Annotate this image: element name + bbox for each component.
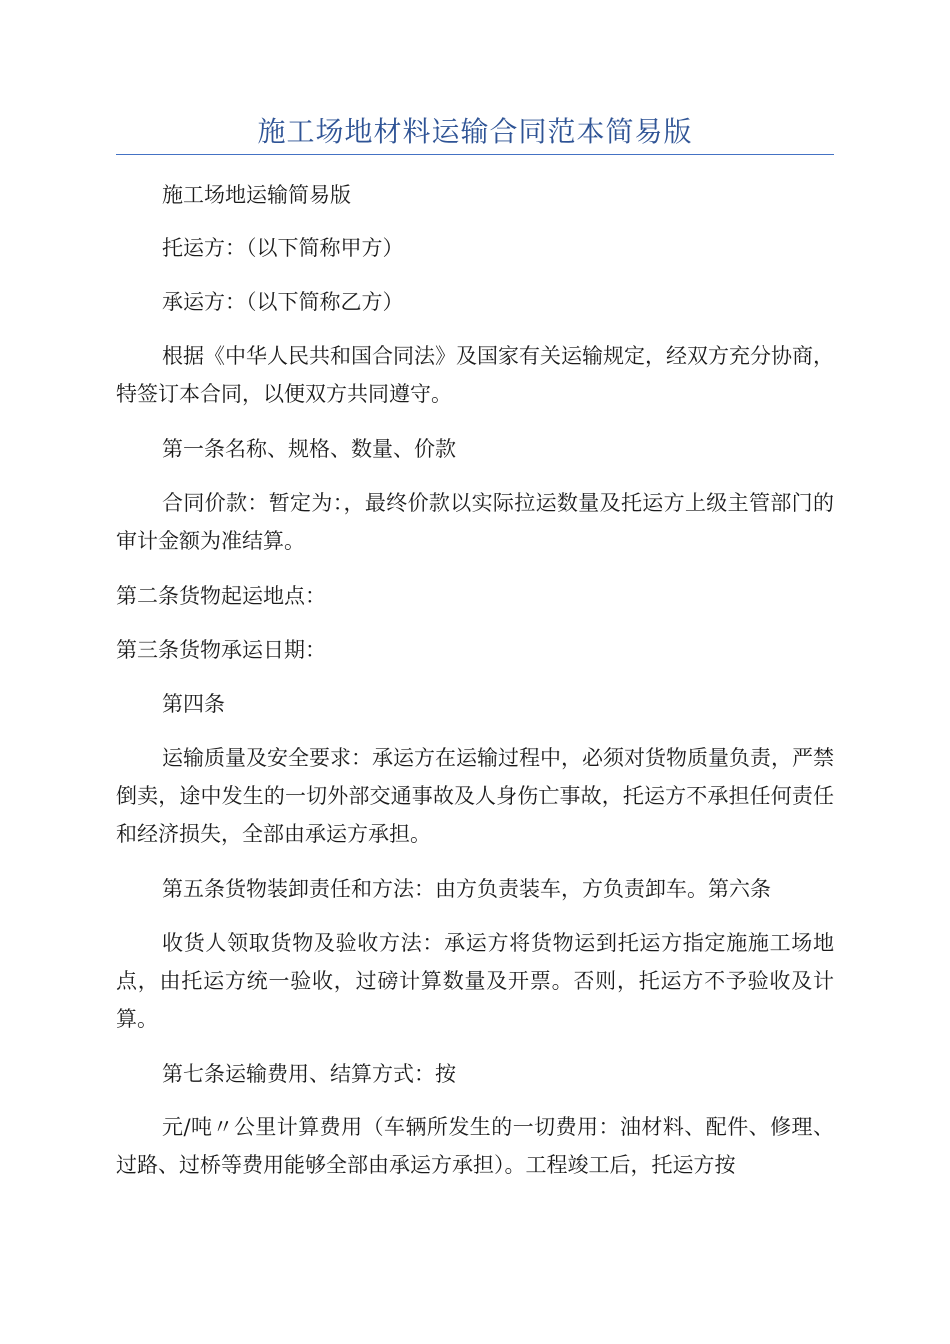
- paragraph-quality-safety: 运输质量及安全要求：承运方在运输过程中，必须对货物质量负责，严禁倒卖，途中发生的一切外部交通事故及人身伤亡事故，托运方不承担任何责任和经济损失，全部由承运方承担。: [116, 746, 834, 846]
- paragraph-carrier: 承运方：（以下简称乙方）: [162, 290, 404, 314]
- paragraph-article-5: 第五条货物装卸责任和方法：由方负责装车，方负责卸车。第六条: [162, 877, 771, 901]
- paragraph-article-4: 第四条: [162, 692, 225, 716]
- paragraph-acceptance: 收货人领取货物及验收方法：承运方将货物运到托运方指定施施工场地点，由托运方统一验收，过磅计算数量及开票。否则，托运方不予验收及计算。: [116, 931, 834, 1031]
- paragraph-preamble: 根据《中华人民共和国合同法》及国家有关运输规定，经双方充分协商，特签订本合同，以便双方共同遵守。: [116, 344, 834, 406]
- document-title: 施工场地材料运输合同范本简易版: [257, 115, 693, 148]
- paragraph-subtitle: 施工场地运输简易版: [162, 183, 351, 207]
- paragraph-article-2: 第二条货物起运地点：: [116, 584, 326, 608]
- paragraph-fee-calculation: 元/吨〃公里计算费用（车辆所发生的一切费用：油材料、配件、修理、过路、过桥等费用能够全部由承运方承担）。工程竣工后，托运方按: [116, 1115, 834, 1177]
- paragraph-contract-price: 合同价款：暂定为：，最终价款以实际拉运数量及托运方上级主管部门的审计金额为准结算。: [116, 491, 834, 553]
- paragraph-article-3: 第三条货物承运日期：: [116, 638, 326, 662]
- paragraph-article-1: 第一条名称、规格、数量、价款: [162, 437, 456, 461]
- paragraph-shipper: 托运方：（以下简称甲方）: [162, 236, 404, 260]
- title-underline-divider: [116, 154, 834, 155]
- paragraph-article-7: 第七条运输费用、结算方式：按: [162, 1062, 456, 1086]
